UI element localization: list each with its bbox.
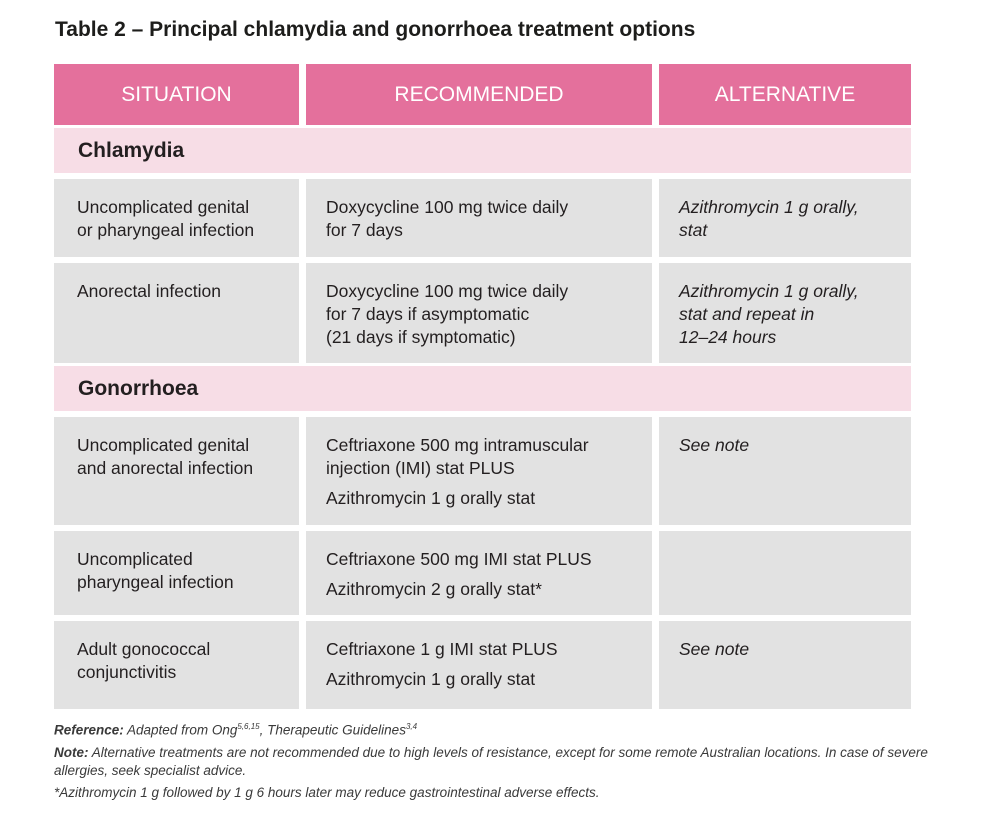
resistance-note: Note: Alternative treatments are not recommended due to high levels of resistance, except for some remote Australian locations. In case of severe allergies, seek specialist advice.	[54, 744, 928, 778]
cell-line: See note	[679, 639, 750, 659]
alternative-cell	[659, 417, 911, 525]
cell-line: Azithromycin 1 g orally,	[679, 281, 859, 301]
table-notes	[54, 718, 954, 806]
table-row	[54, 179, 911, 257]
table-row	[54, 263, 911, 363]
header-situation: SITUATION	[54, 64, 299, 125]
cell-line: 12–24 hours	[679, 327, 777, 347]
cell-line: (21 days if symptomatic)	[326, 327, 516, 347]
recommended-cell	[306, 417, 652, 525]
cell-line: stat	[679, 220, 708, 240]
cell-line: Azithromycin 2 g orally stat*	[326, 579, 542, 599]
cell-line: Uncomplicated genital	[77, 197, 250, 217]
cell-line: Doxycycline 100 mg twice daily	[326, 281, 569, 301]
cell-line: Uncomplicated	[77, 549, 193, 569]
reference-note: Reference: Adapted from Ong$^{5,6,15}$, Therapeutic Guidelines$^{3,4}$	[54, 722, 418, 738]
cell-line: Azithromycin 1 g orally stat	[326, 488, 536, 508]
cell-line: See note	[679, 435, 750, 455]
alternative-cell	[659, 531, 911, 615]
table-title: Table 2 – Principal chlamydia and gonorrhoea treatment options	[55, 18, 696, 41]
alternative-cell	[659, 179, 911, 257]
situation-cell	[54, 417, 299, 525]
cell-line: injection (IMI) stat PLUS	[326, 458, 515, 478]
cell-line: Ceftriaxone 1 g IMI stat PLUS	[326, 639, 558, 659]
cell-line: Adult gonococcal	[77, 639, 211, 659]
recommended-cell	[306, 621, 652, 709]
cell-line: Ceftriaxone 500 mg intramuscular	[326, 435, 589, 455]
alternative-cell	[659, 621, 911, 709]
recommended-cell	[306, 263, 652, 363]
header-recommended: RECOMMENDED	[306, 64, 652, 125]
table-header	[54, 64, 911, 125]
situation-cell	[54, 621, 299, 709]
cell-line: Anorectal infection	[77, 281, 221, 301]
cell-line: and anorectal infection	[77, 458, 254, 478]
table-body	[54, 128, 911, 709]
cell-line: conjunctivitis	[77, 662, 177, 682]
table-row	[54, 417, 911, 525]
situation-cell	[54, 531, 299, 615]
header-alternative: ALTERNATIVE	[659, 64, 911, 125]
cell-line: pharyngeal infection	[77, 572, 234, 592]
section-header: Gonorrhoea	[54, 366, 911, 411]
cell-line: Ceftriaxone 500 mg IMI stat PLUS	[326, 549, 592, 569]
alternative-cell	[659, 263, 911, 363]
table-row	[54, 531, 911, 615]
cell-line: or pharyngeal infection	[77, 220, 255, 240]
table-row	[54, 621, 911, 709]
treatment-table	[54, 64, 911, 709]
cell-line: for 7 days	[326, 220, 403, 240]
cell-line: Doxycycline 100 mg twice daily	[326, 197, 569, 217]
cell-line: for 7 days if asymptomatic	[326, 304, 530, 324]
cell-line: Azithromycin 1 g orally stat	[326, 669, 536, 689]
cell-line: Azithromycin 1 g orally,	[679, 197, 859, 217]
cell-line: Uncomplicated genital	[77, 435, 250, 455]
situation-cell	[54, 263, 299, 363]
cell-line: stat and repeat in	[679, 304, 815, 324]
footnote: *Azithromycin 1 g followed by 1 g 6 hours later may reduce gastrointestinal adverse effects.	[54, 784, 600, 800]
recommended-cell	[306, 531, 652, 615]
section-header: Chlamydia	[54, 128, 911, 173]
recommended-cell	[306, 179, 652, 257]
situation-cell	[54, 179, 299, 257]
